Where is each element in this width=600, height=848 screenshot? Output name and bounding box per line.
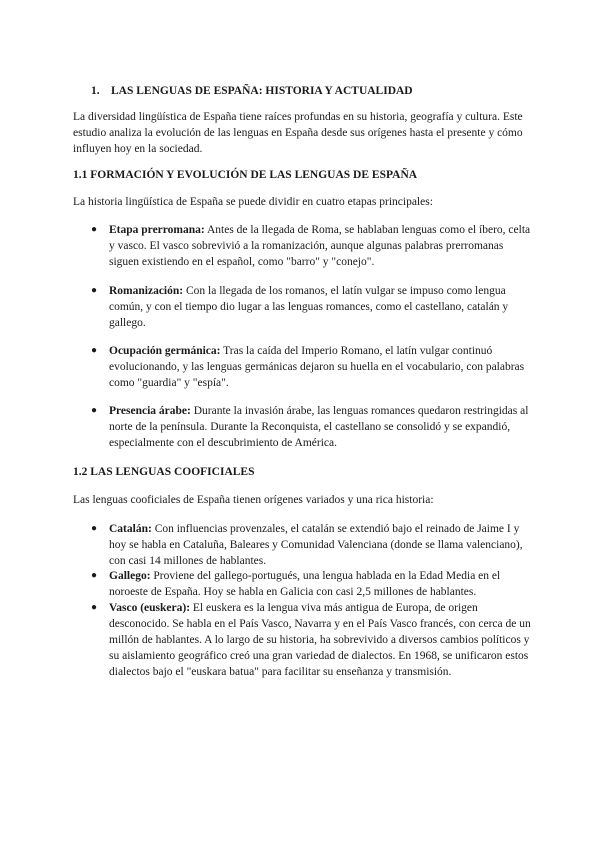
- section-1-title: 1.1 FORMACIÓN Y EVOLUCIÓN DE LAS LENGUAS DE ESPAÑA: [73, 169, 418, 181]
- bullet-icon: ●: [91, 523, 98, 534]
- list-item-text: Proviene del gallego-portugués, una lengua hablada en la Edad Media en el noroeste de España. Hoy se habla en Galicia con casi 2,5 millones de hablantes.: [109, 570, 501, 598]
- bullet-icon: ●: [91, 405, 98, 416]
- list-item-text: Tras la caída del Imperio Romano, el latín vulgar continuó evolucionando, y las lenguas germánicas dejaron su huella en el vocabulario, con palabras como "guardia" y "espía".: [109, 345, 525, 389]
- section-2-title: 1.2 LAS LENGUAS COOFICIALES: [73, 466, 255, 478]
- list-item-term: Presencia árabe:: [109, 405, 191, 417]
- list-item-text: Con la llegada de los romanos, el latín vulgar se impuso como lengua común, y con el tiempo dio lugar a las lenguas romances, como el castellano, catalán y gallego.: [109, 285, 509, 329]
- list-item-text: Con influencias provenzales, el catalán se extendió bajo el reinado de Jaime I y hoy se habla en Cataluña, Baleares y Comunidad Valenciana (donde se llama valenciano), con casi 14 millones de hablantes.: [109, 523, 523, 567]
- heading-number: 1.: [91, 85, 100, 97]
- list-item-term: Etapa prerromana:: [109, 224, 205, 236]
- list-item: [91, 343, 531, 391]
- list-item: [91, 283, 531, 331]
- section-2-lead: Las lenguas cooficiales de España tienen orígenes variados y una rica historia:: [73, 494, 434, 506]
- bullet-icon: ●: [91, 602, 98, 613]
- bullet-icon: ●: [91, 345, 98, 356]
- list-item: [91, 600, 531, 680]
- list-item-term: Catalán:: [109, 523, 152, 535]
- list-item-text: El euskera es la lengua viva más antigua de Europa, de origen desconocido. Se habla en el País Vasco, Navarra y en el País Vasco francés, con cerca de un millón de hablantes. A lo largo de su historia, ha sobrevivido a diversos cambios políticos y su aislamiento geográfico creó una gran variedad de dialectos. En 1968, se unificaron estos dialectos bajo el "euskara batua" para facilitar su enseñanza y transmisión.: [109, 602, 531, 678]
- heading-title: LAS LENGUAS DE ESPAÑA: HISTORIA Y ACTUALIDAD: [111, 85, 413, 97]
- bullet-icon: ●: [91, 570, 98, 581]
- intro-paragraph: La diversidad lingüística de España tiene raíces profundas en su historia, geografía y cultura. Este estudio analiza la evolución de las lenguas en España desde sus orígenes hasta el presente y cómo influyen hoy en la sociedad.: [73, 111, 523, 155]
- bullet-icon: ●: [91, 285, 98, 296]
- list-item-text: Antes de la llegada de Roma, se hablaban lenguas como el íbero, celta y vasco. El vasco sobrevivió a la romanización, aunque algunas palabras prerromanas siguen existiendo en el español, como "barro" y "conejo".: [109, 224, 531, 268]
- list-item-text: Durante la invasión árabe, las lenguas romances quedaron restringidas al norte de la península. Durante la Reconquista, el castellano se consolidó y se expandió, especialmente con el descubrimiento de América.: [109, 405, 529, 449]
- list-item: [91, 568, 531, 600]
- list-item-term: Vasco (euskera):: [109, 602, 191, 614]
- list-item-term: Ocupación germánica:: [109, 345, 221, 357]
- list-item: [91, 521, 531, 569]
- list-item: [91, 403, 531, 451]
- main-heading: [91, 83, 551, 99]
- section-1-lead: La historia lingüística de España se puede dividir en cuatro etapas principales:: [73, 196, 433, 208]
- list-item: [91, 222, 531, 270]
- list-item-term: Romanización:: [109, 285, 184, 297]
- list-item-term: Gallego:: [109, 570, 151, 582]
- bullet-icon: ●: [91, 224, 98, 235]
